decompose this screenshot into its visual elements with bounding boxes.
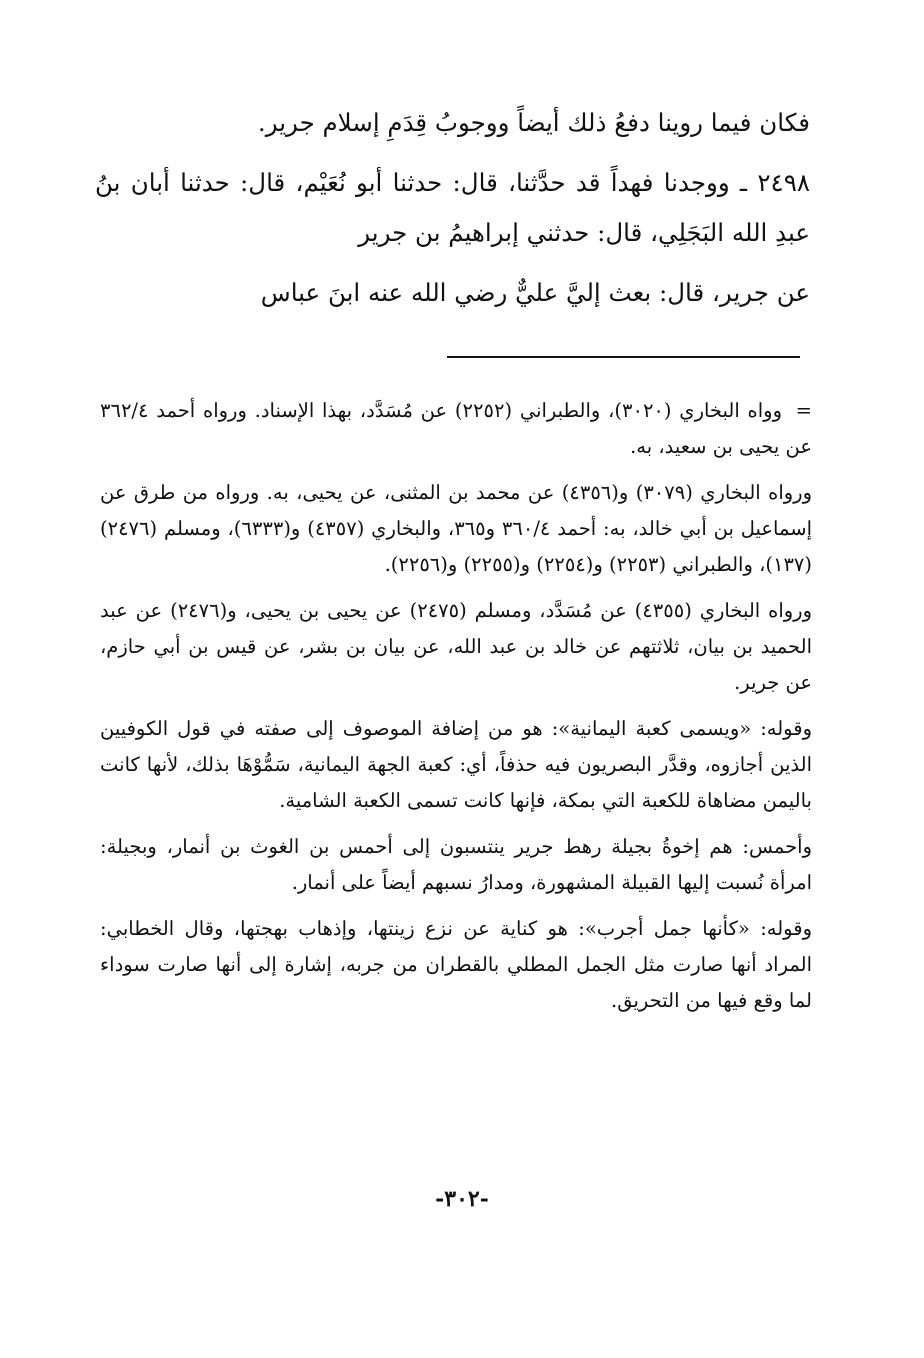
main-paragraph: فكان فيما روينا دفعُ ذلك أيضاً ووجوبُ قِدَمِ إسلام جرير. — [257, 108, 810, 137]
main-text — [95, 98, 810, 318]
footnote-paragraph: ورواه البخاري (٤٣٥٥) عن مُسَدَّد، ومسلم (٢٤٧٥) عن يحيى بن يحيى، و(٢٤٧٦) عن عبد الحميد بن بيان، ثلاثتهم عن خالد بن عبد الله، عن بيان بن بشر، عن قيس بن أبي حازم، عن جرير. — [100, 599, 813, 694]
hadith-2498-paragraph: ٢٤٩٨ ـ ووجدنا فهداً قد حدَّثنا، قال: حدثنا أبو نُعَيْم، قال: حدثنا أبان بنُ عبدِ الله البَجَلِي، قال: حدثني إبراهيمُ بن جرير — [95, 168, 811, 247]
footnote-paragraph: وأحمس: هم إخوةُ بجيلة رهط جرير ينتسبون إلى أحمس بن الغوث بن أنمار، وبجيلة: امرأة نُسبت إليها القبيلة المشهورة، ومدارُ نسبهم أيضاً على أنمار. — [100, 835, 812, 894]
footnote-separator — [447, 356, 800, 358]
footnote-paragraph: ورواه البخاري (٣٠٧٩) و(٤٣٥٦) عن محمد بن المثنى، عن يحيى، به. ورواه من طرق عن إسماعيل بن أبي خالد، به: أحمد ٣٦٠/٤ و٣٦٥، والبخاري (٤٣٥٧) و(٦٣٣٣)، ومسلم (٢٤٧٦) (١٣٧)، والطبراني (٢٢٥٣) و(٢٢٥٤) و(٢٢٥٥) و(٢٢٥٦). — [100, 481, 812, 576]
page-number: -٣٠٢- — [435, 1186, 489, 1212]
footnote-paragraph — [100, 393, 812, 465]
footnotes — [100, 393, 812, 1019]
footnote-paragraph: وقوله: «ويسمى كعبة اليمانية»: هو من إضافة الموصوف إلى صفته في قول الكوفيين الذين أجازوه، وقدَّر البصريون فيه حذفاً، أي: كعبة الجهة اليمانية، سَمُّوْهَا بذلك، لأنها كانت باليمن مضاهاة للكعبة التي بمكة، فإنها كانت تسمى الكعبة الشامية. — [100, 717, 812, 812]
main-paragraph: عن جرير، قال: بعث إليَّ عليٌّ رضي الله عنه ابنَ عباس — [260, 278, 810, 307]
continuation-mark: = — [795, 399, 812, 422]
footnote-text: وواه البخاري (٣٠٢٠)، والطبراني (٢٢٥٢) عن مُسَدَّد، بهذا الإسناد. ورواه أحمد ٣٦٢/٤ عن يحيى بن سعيد، به. — [100, 399, 812, 458]
footnote-paragraph: وقوله: «كأنها جمل أجرب»: هو كناية عن نزع زينتها، وإذهاب بهجتها، وقال الخطابي: المراد أنها صارت مثل الجمل المطلي بالقطران من جربه، إشارة إلى أنها صارت سوداء لما وقع فيها من التحريق. — [100, 917, 812, 1012]
